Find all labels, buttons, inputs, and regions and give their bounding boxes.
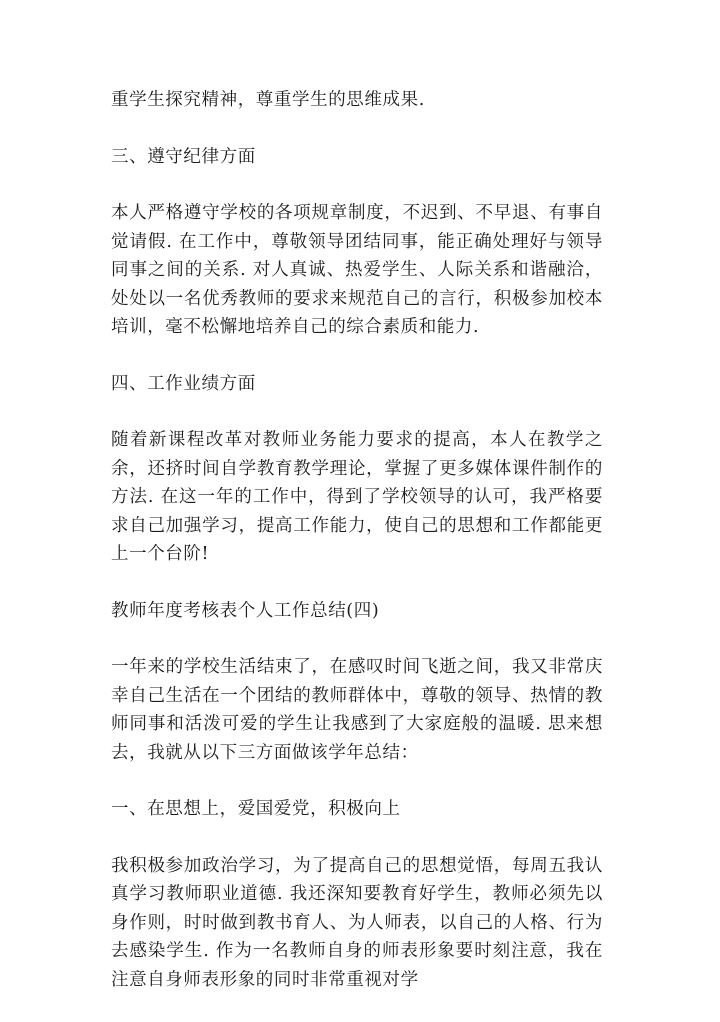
document-body (111, 86, 603, 1022)
paragraph-intro-fragment: 重学生探究精神，尊重学生的思维成果. (111, 90, 425, 110)
paragraph-performance: 随着新课程改革对教师业务能力要求的提高，本人在教学之余，还挤时间自学教育教学理论，掌握了更多媒体课件制作的方法. 在这一年的工作中，得到了学校领导的认可，我严格要求自己加强学习，提高工作能力，使自己的思想和工作都能更上一个台阶! (111, 430, 603, 564)
document-subtitle: 教师年度考核表个人工作总结(四) (111, 600, 380, 621)
section-heading-discipline: 三、遵守纪律方面 (111, 146, 256, 167)
paragraph-ideology: 我积极参加政治学习，为了提高自己的思想觉悟，每周五我认真学习教师职业道德. 我还深知要教育好学生，教师必须先以身作则，时时做到教书育人、为人师表，以自己的人格、行为去感染学生. 作为一名教师自身的师表形象要时刻注意，我在注意自身师表形象的同时非常重视对学 (111, 855, 603, 990)
section-heading-performance: 四、工作业绩方面 (111, 373, 256, 394)
paragraph-discipline: 本人严格遵守学校的各项规章制度，不迟到、不早退、有事自觉请假. 在工作中，尊敬领导团结同事，能正确处理好与领导同事之间的关系. 对人真诚、热爱学生、人际关系和谐融洽，处处以一名优秀教师的要求来规范自己的言行，积极参加校本培训，毫不松懈地培养自己的综合素质和能力. (111, 203, 603, 337)
paragraph-year-summary: 一年来的学校生活结束了，在感叹时间飞逝之间，我又非常庆幸自己生活在一个团结的教师群体中，尊敬的领导、热情的教师同事和活泼可爱的学生让我感到了大家庭般的温暖. 思来想去，我就从以下三方面做该学年总结： (111, 657, 603, 763)
section-heading-ideology: 一、在思想上，爱国爱党，积极向上 (111, 799, 401, 819)
